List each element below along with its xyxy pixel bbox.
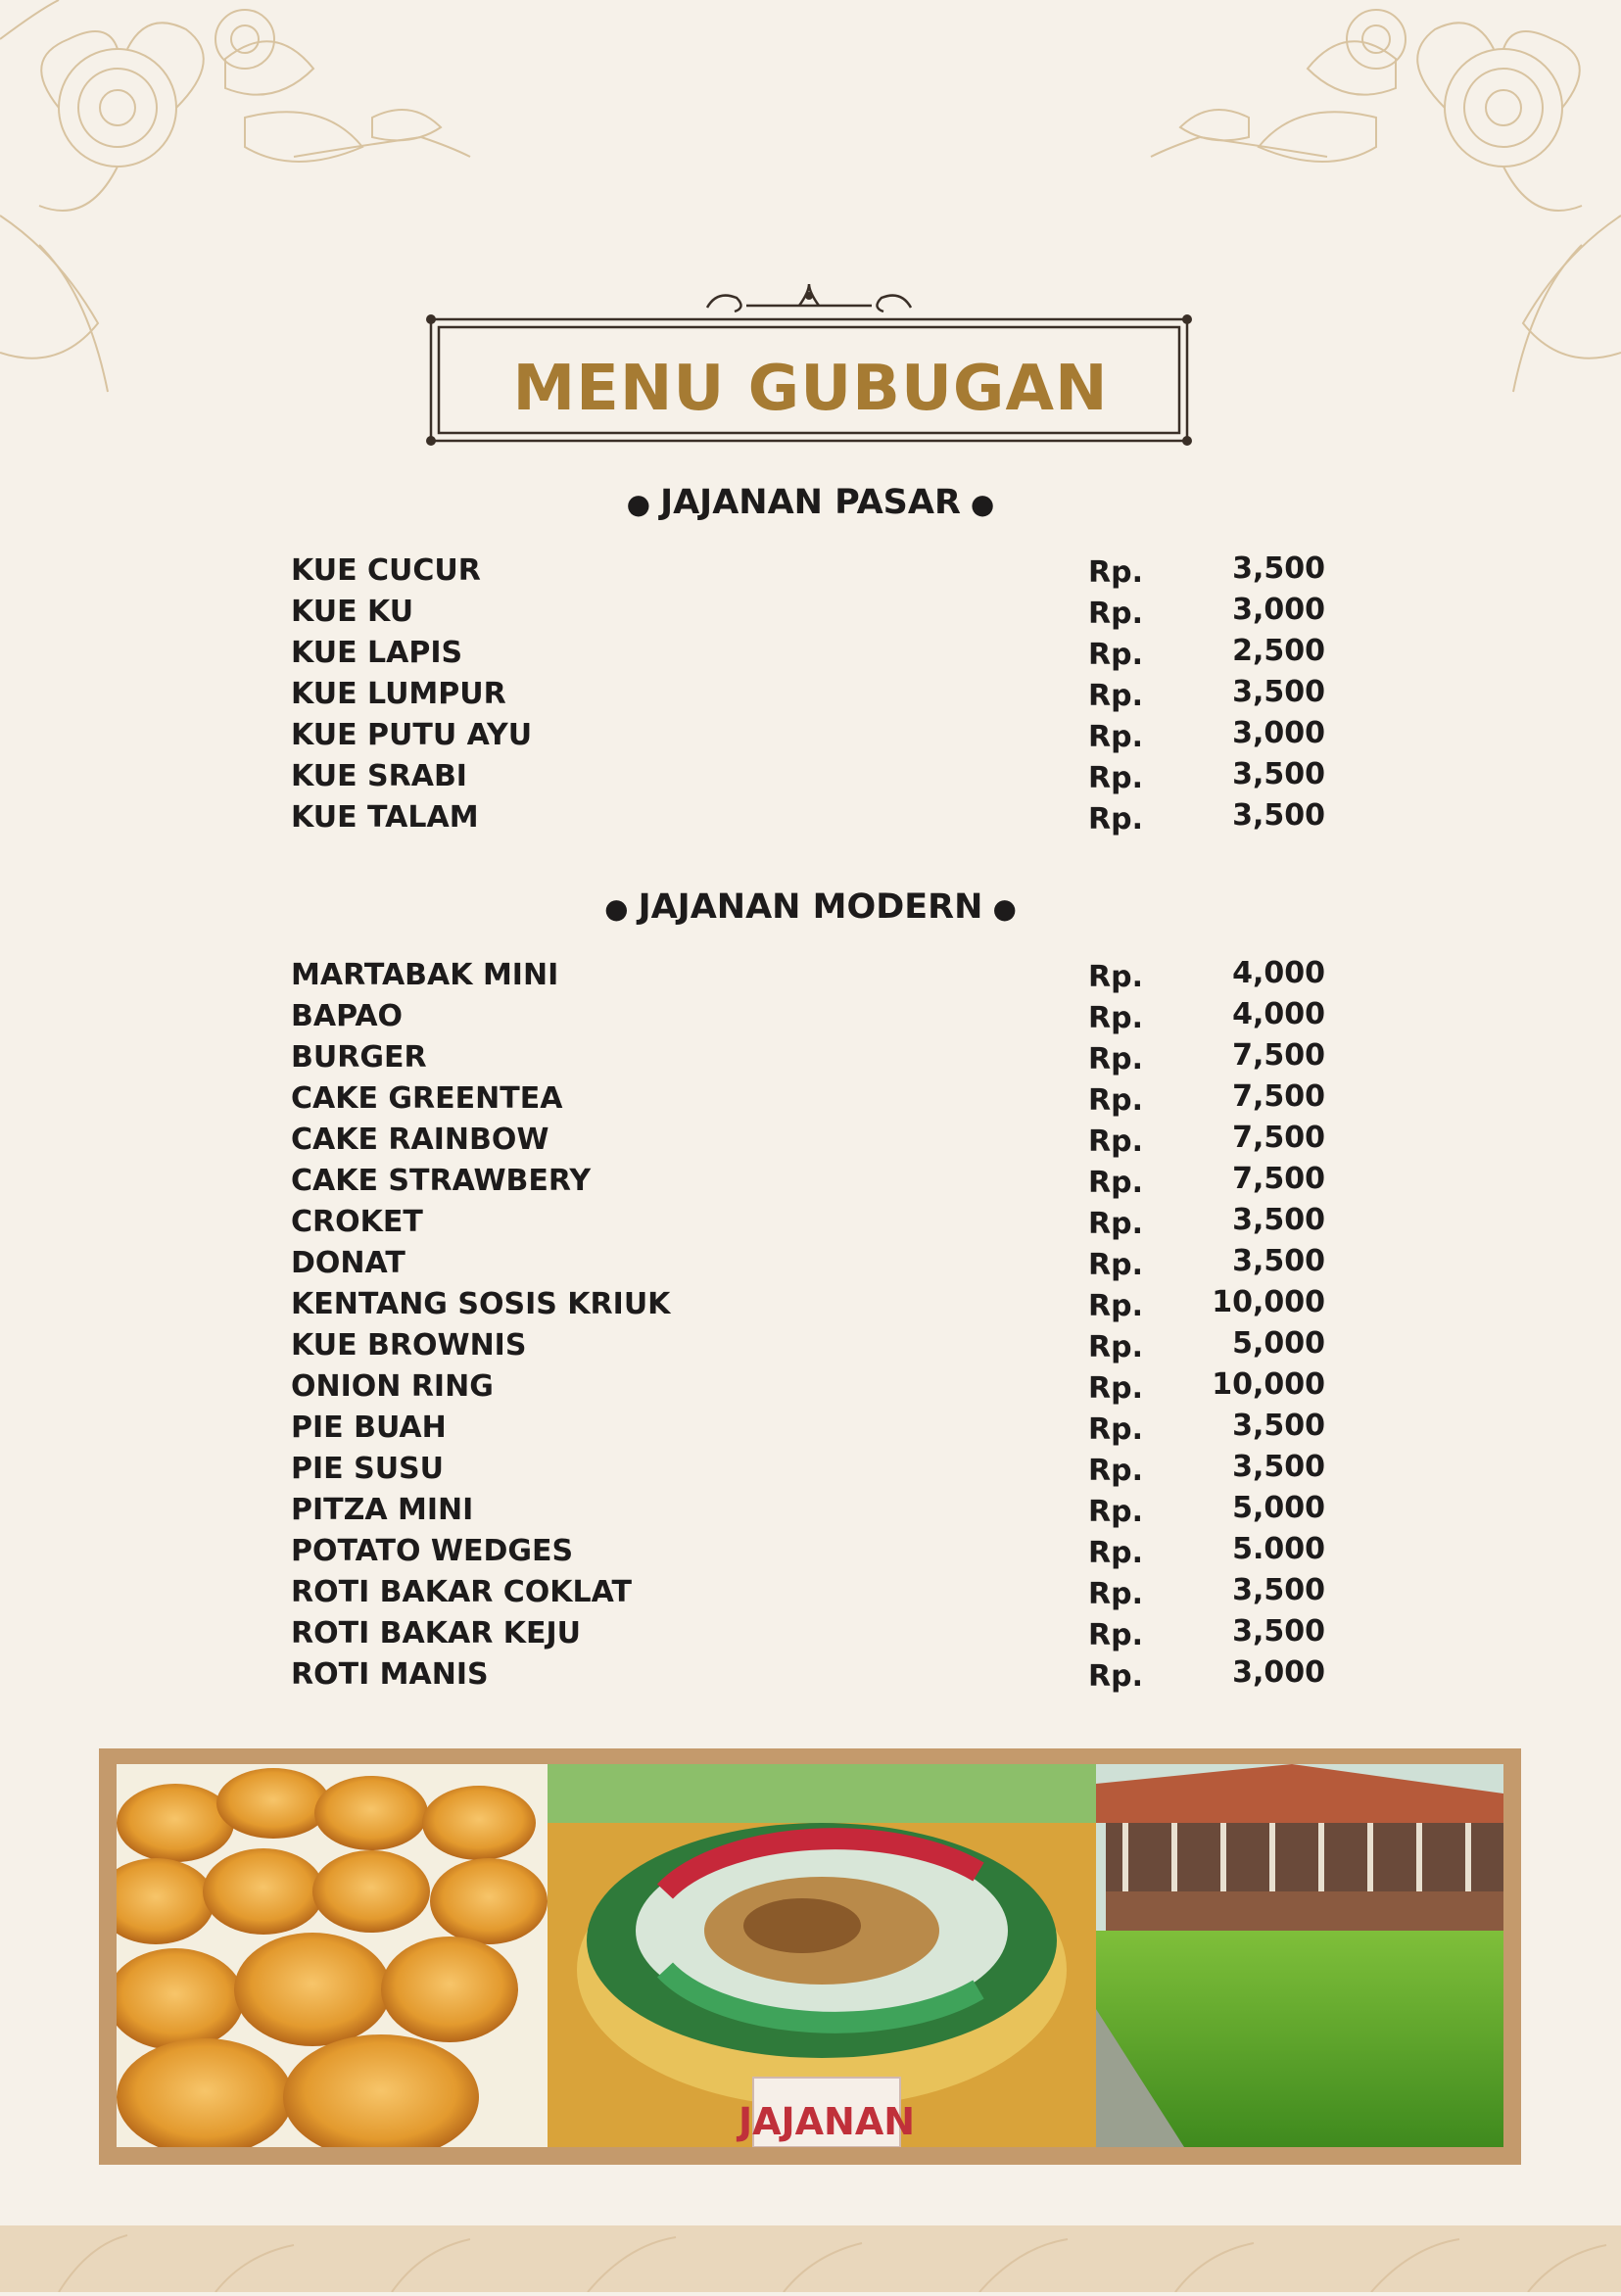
bullet-icon: ● — [626, 487, 651, 520]
item-price: 7,500 — [1232, 1038, 1325, 1073]
item-name: CAKE RAINBOW — [291, 1123, 549, 1157]
item-price: 3,000 — [1232, 716, 1325, 750]
currency-label: Rp. — [1088, 1371, 1143, 1406]
footer-band — [0, 2225, 1621, 2292]
item-name: KUE LUMPUR — [291, 677, 506, 711]
item-list-jajanan-pasar — [291, 550, 1329, 838]
item-price: 3,500 — [1232, 1573, 1325, 1607]
item-name: BAPAO — [291, 999, 404, 1033]
item-name: KUE TALAM — [291, 800, 479, 835]
floral-ornament-left-icon — [0, 0, 480, 411]
currency-label: Rp. — [1088, 1412, 1143, 1447]
item-price: 10,000 — [1212, 1285, 1325, 1319]
currency-label: Rp. — [1088, 1166, 1143, 1200]
item-price: 3,000 — [1232, 593, 1325, 627]
item-name: BURGER — [291, 1040, 427, 1075]
currency-label: Rp. — [1088, 679, 1143, 713]
item-price: 3,500 — [1232, 1203, 1325, 1237]
photo-strip — [99, 1748, 1521, 2165]
list-item — [291, 1449, 1329, 1490]
currency-label: Rp. — [1088, 1659, 1143, 1694]
item-name: PITZA MINI — [291, 1493, 474, 1527]
item-name: KENTANG SOSIS KRIUK — [291, 1287, 671, 1321]
item-price: 5.000 — [1232, 1532, 1325, 1566]
currency-label: Rp. — [1088, 1454, 1143, 1488]
currency-label: Rp. — [1088, 1289, 1143, 1323]
item-price: 3,500 — [1232, 675, 1325, 709]
photo-collage — [117, 1764, 1503, 2147]
page-title: MENU GUBUGAN — [512, 353, 1109, 425]
floral-ornament-right-icon — [1141, 0, 1621, 411]
list-item — [291, 1120, 1329, 1161]
list-item — [291, 674, 1329, 715]
photo-sign-text: JAJANAN — [738, 2100, 916, 2143]
section-title-text: JAJANAN PASAR — [660, 483, 961, 522]
list-item — [291, 1325, 1329, 1366]
currency-label: Rp. — [1088, 1536, 1143, 1570]
list-item — [291, 1408, 1329, 1449]
item-name: ROTI MANIS — [291, 1657, 489, 1692]
list-item — [291, 756, 1329, 797]
list-item — [291, 550, 1329, 592]
currency-label: Rp. — [1088, 1248, 1143, 1282]
item-name: CAKE STRAWBERY — [291, 1164, 592, 1198]
food-photo-collage-icon — [117, 1764, 1503, 2147]
item-name: CAKE GREENTEA — [291, 1081, 563, 1116]
currency-label: Rp. — [1088, 1577, 1143, 1611]
item-list-jajanan-modern — [291, 955, 1329, 1696]
currency-label: Rp. — [1088, 1495, 1143, 1529]
item-price: 3,500 — [1232, 1244, 1325, 1278]
item-name: PIE SUSU — [291, 1452, 445, 1486]
item-name: MARTABAK MINI — [291, 958, 559, 992]
item-name: KUE SRABI — [291, 759, 467, 793]
currency-label: Rp. — [1088, 720, 1143, 754]
item-name: ROTI BAKAR KEJU — [291, 1616, 582, 1650]
list-item — [291, 1654, 1329, 1696]
item-name: ONION RING — [291, 1369, 494, 1404]
currency-label: Rp. — [1088, 761, 1143, 795]
list-item — [291, 1572, 1329, 1613]
item-name: KUE CUCUR — [291, 553, 481, 588]
currency-label: Rp. — [1088, 638, 1143, 672]
item-price: 3,500 — [1232, 1614, 1325, 1649]
list-item — [291, 715, 1329, 756]
currency-label: Rp. — [1088, 597, 1143, 631]
currency-label: Rp. — [1088, 960, 1143, 994]
item-name: PIE BUAH — [291, 1411, 447, 1445]
list-item — [291, 1490, 1329, 1531]
bullet-icon: ● — [604, 891, 629, 925]
item-name: KUE LAPIS — [291, 636, 463, 670]
item-price: 3,500 — [1232, 757, 1325, 791]
item-price: 3,500 — [1232, 798, 1325, 833]
item-price: 4,000 — [1232, 956, 1325, 990]
list-item — [291, 1161, 1329, 1202]
item-price: 4,000 — [1232, 997, 1325, 1031]
list-item — [291, 955, 1329, 996]
list-item — [291, 592, 1329, 633]
currency-label: Rp. — [1088, 1330, 1143, 1364]
currency-label: Rp. — [1088, 802, 1143, 837]
currency-label: Rp. — [1088, 1042, 1143, 1076]
list-item — [291, 633, 1329, 674]
item-name: POTATO WEDGES — [291, 1534, 574, 1568]
item-price: 5,000 — [1232, 1326, 1325, 1361]
item-price: 3,500 — [1232, 1450, 1325, 1484]
item-name: KUE KU — [291, 595, 414, 629]
section-title-text: JAJANAN MODERN — [638, 887, 983, 927]
item-price: 3,500 — [1232, 551, 1325, 586]
list-item — [291, 1078, 1329, 1120]
item-price: 3,000 — [1232, 1655, 1325, 1690]
bullet-icon: ● — [992, 891, 1017, 925]
currency-label: Rp. — [1088, 555, 1143, 590]
currency-label: Rp. — [1088, 1001, 1143, 1035]
item-price: 7,500 — [1232, 1079, 1325, 1114]
list-item — [291, 1613, 1329, 1654]
list-item — [291, 1037, 1329, 1078]
list-item — [291, 1243, 1329, 1284]
item-price: 10,000 — [1212, 1367, 1325, 1402]
item-price: 7,500 — [1232, 1162, 1325, 1196]
footer-leaf-pattern-icon — [0, 2225, 1621, 2292]
list-item — [291, 1366, 1329, 1408]
list-item — [291, 797, 1329, 838]
item-name: KUE PUTU AYU — [291, 718, 533, 752]
bullet-icon: ● — [970, 487, 995, 520]
list-item — [291, 996, 1329, 1037]
item-price: 7,500 — [1232, 1121, 1325, 1155]
list-item — [291, 1531, 1329, 1572]
currency-label: Rp. — [1088, 1207, 1143, 1241]
item-name: DONAT — [291, 1246, 405, 1280]
currency-label: Rp. — [1088, 1083, 1143, 1118]
section-title-jajanan-pasar — [0, 483, 1621, 522]
item-price: 2,500 — [1232, 634, 1325, 668]
list-item — [291, 1202, 1329, 1243]
list-item — [291, 1284, 1329, 1325]
item-name: CROKET — [291, 1205, 423, 1239]
item-name: KUE BROWNIS — [291, 1328, 527, 1363]
item-name: ROTI BAKAR COKLAT — [291, 1575, 633, 1609]
section-title-jajanan-modern — [0, 887, 1621, 927]
currency-label: Rp. — [1088, 1124, 1143, 1159]
item-price: 5,000 — [1232, 1491, 1325, 1525]
currency-label: Rp. — [1088, 1618, 1143, 1652]
item-price: 3,500 — [1232, 1409, 1325, 1443]
